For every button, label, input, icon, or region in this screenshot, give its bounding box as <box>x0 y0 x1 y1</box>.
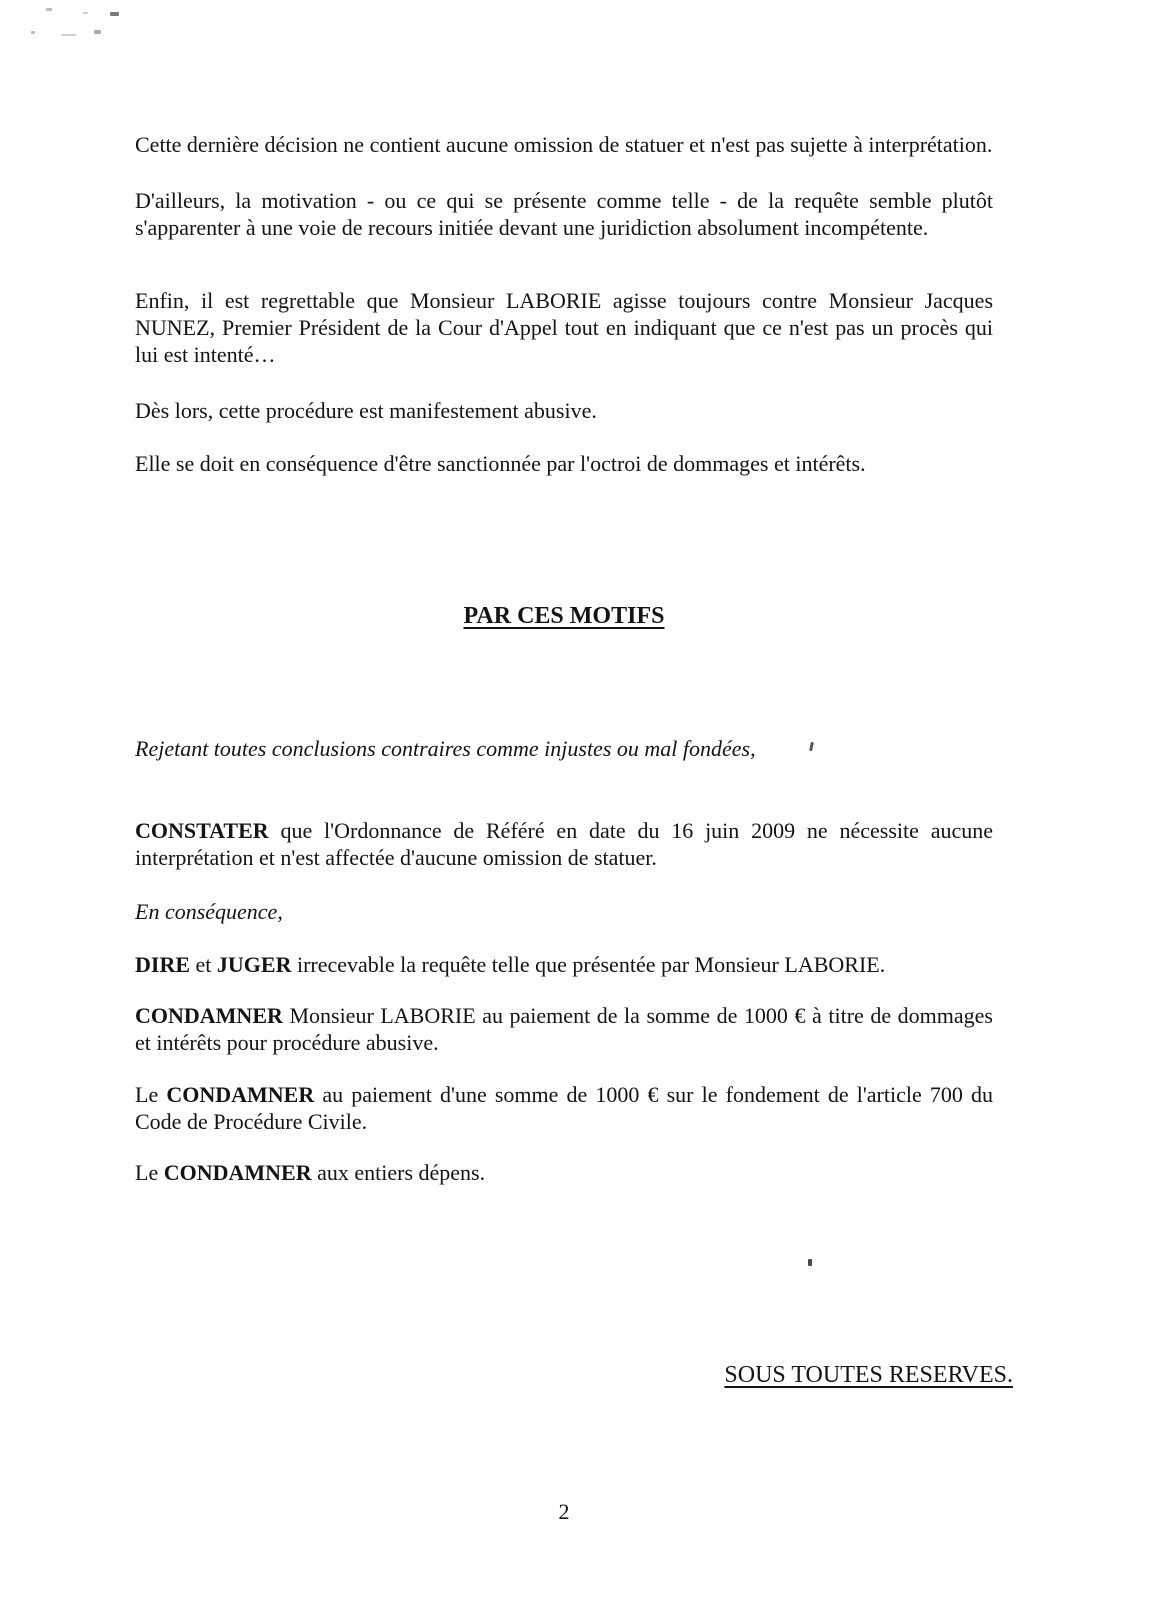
keyword-condamner: CONDAMNER <box>135 1003 283 1028</box>
scan-artifact <box>94 30 101 34</box>
paragraph-text: et <box>190 952 217 977</box>
keyword-juger: JUGER <box>216 952 292 977</box>
document-body <box>135 0 1013 1525</box>
keyword-condamner: CONDAMNER <box>166 1082 315 1107</box>
paragraph-text: Monsieur LABORIE au paiement de la somme de 1000 € à titre de dommages et intérêts pour procédure abusive. <box>135 1003 993 1055</box>
paragraph-regrettable: Enfin, il est regrettable que Monsieur LABORIE agisse toujours contre Monsieur Jacques NUNEZ, Premier Président de la Cour d'Appel tout en indiquant que ce n'est pas un procès qui lui est intenté… <box>135 288 993 367</box>
scan-artifact <box>46 8 52 11</box>
paragraph-procedure-abusive: Dès lors, cette procédure est manifestement abusive. <box>135 398 597 423</box>
scan-artifact <box>83 12 88 14</box>
keyword-dire: DIRE <box>135 952 191 977</box>
scan-artifact <box>110 12 119 16</box>
section-heading-par-ces-motifs <box>135 602 993 631</box>
closing-text: SOUS TOUTES RESERVES. <box>724 1362 1013 1388</box>
paragraph-rejetant: Rejetant toutes conclusions contraires comme injustes ou mal fondées, <box>135 736 756 761</box>
paragraph-condamner-article-700 <box>135 1081 993 1135</box>
page-number: 2 <box>558 1499 570 1524</box>
paragraph-decision: Cette dernière décision ne contient aucune omission de statuer et n'est pas sujette à interprétation. <box>135 132 993 157</box>
paragraph-en-consequence: En conséquence, <box>135 899 283 924</box>
paragraph-condamner-dommages <box>135 1002 993 1056</box>
paragraph-text: au paiement d'une somme de 1000 € sur le fondement de l'article 700 du Code de Procédure Civile. <box>135 1082 993 1134</box>
paragraph-text: que l'Ordonnance de Référé en date du 16 juin 2009 ne nécessite aucune interprétation et n'est affectée d'aucune omission de statuer. <box>135 818 993 870</box>
closing-sous-toutes-reserves <box>135 1360 1013 1390</box>
paragraph-text: aux entiers dépens. <box>311 1160 486 1185</box>
keyword-constater: CONSTATER <box>135 818 269 843</box>
paragraph-condamner-depens <box>135 1159 993 1186</box>
keyword-condamner: CONDAMNER <box>163 1160 312 1185</box>
scan-artifact <box>61 34 76 36</box>
paragraph-text: irrecevable la requête telle que présentée par Monsieur LABORIE. <box>291 952 886 977</box>
paragraph-sanction: Elle se doit en conséquence d'être sanctionnée par l'octroi de dommages et intérêts. <box>135 451 866 476</box>
scan-artifact <box>31 31 35 34</box>
paragraph-dire-juger <box>135 951 993 978</box>
paragraph-constater <box>135 817 993 871</box>
paragraph-motivation: D'ailleurs, la motivation - ou ce qui se présente comme telle - de la requête semble plutôt s'apparenter à une voie de recours initiée devant une juridiction absolument incompétente. <box>135 188 993 240</box>
heading-text: PAR CES MOTIFS <box>463 603 665 629</box>
paragraph-text: Le <box>135 1160 164 1185</box>
paragraph-text: Le <box>135 1082 167 1107</box>
